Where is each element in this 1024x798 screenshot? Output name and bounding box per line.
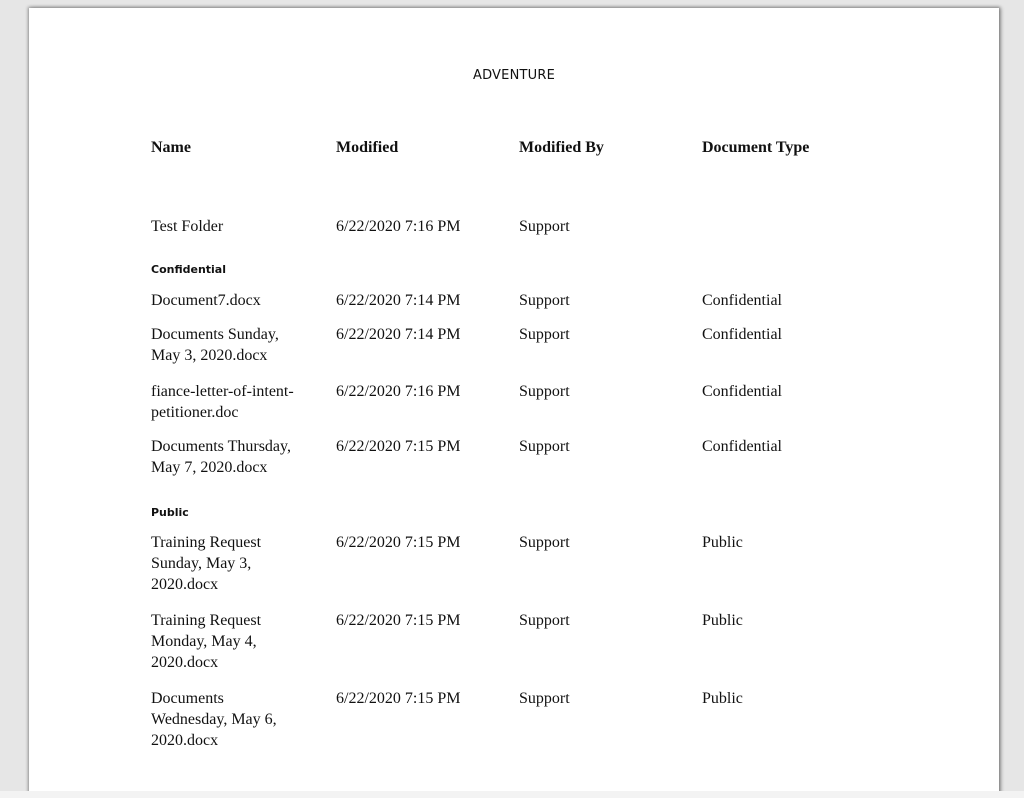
- row-modified-by: Support: [519, 218, 570, 235]
- row-name: fiance-letter-of-intent- petitioner.doc: [151, 383, 294, 421]
- row-doc-type: Confidential: [702, 438, 782, 455]
- row-doc-type: Public: [702, 534, 743, 551]
- viewer-bottom-bar: [0, 791, 1024, 798]
- row-name: Training Request Monday, May 4, 2020.docx: [151, 612, 262, 671]
- row-modified: 6/22/2020 7:16 PM: [336, 218, 461, 235]
- row-modified: 6/22/2020 7:14 PM: [336, 326, 461, 343]
- row-modified: 6/22/2020 7:15 PM: [336, 690, 461, 707]
- row-name: Documents Thursday, May 7, 2020.docx: [151, 438, 291, 476]
- row-doc-type: Confidential: [702, 326, 782, 343]
- row-modified-by: Support: [519, 383, 570, 400]
- row-name: Documents Wednesday, May 6, 2020.docx: [151, 690, 277, 749]
- row-doc-type: Confidential: [702, 383, 782, 400]
- row-modified: 6/22/2020 7:15 PM: [336, 438, 461, 455]
- row-name: Document7.docx: [151, 292, 261, 309]
- group-label-public: Public: [151, 506, 189, 519]
- row-modified: 6/22/2020 7:14 PM: [336, 292, 461, 309]
- row-modified-by: Support: [519, 534, 570, 551]
- row-modified: 6/22/2020 7:16 PM: [336, 383, 461, 400]
- row-modified-by: Support: [519, 690, 570, 707]
- row-modified-by: Support: [519, 612, 570, 629]
- document-title: ADVENTURE: [472, 68, 555, 83]
- row-modified-by: Support: [519, 438, 570, 455]
- row-doc-type: Public: [702, 690, 743, 707]
- group-label-confidential: Confidential: [151, 263, 227, 276]
- row-name: Training Request Sunday, May 3, 2020.docx: [151, 534, 262, 593]
- row-modified: 6/22/2020 7:15 PM: [336, 534, 461, 551]
- column-header-modified: Modified: [336, 139, 399, 156]
- row-doc-type: Confidential: [702, 292, 782, 309]
- row-name: Test Folder: [151, 218, 224, 235]
- row-doc-type: Public: [702, 612, 743, 629]
- row-modified-by: Support: [519, 292, 570, 309]
- document-page: [29, 8, 999, 798]
- row-modified-by: Support: [519, 326, 570, 343]
- column-header-document-type: Document Type: [702, 139, 810, 156]
- column-header-name: Name: [151, 139, 191, 156]
- row-modified: 6/22/2020 7:15 PM: [336, 612, 461, 629]
- column-header-modified-by: Modified By: [519, 139, 604, 156]
- row-name: Documents Sunday, May 3, 2020.docx: [151, 326, 279, 364]
